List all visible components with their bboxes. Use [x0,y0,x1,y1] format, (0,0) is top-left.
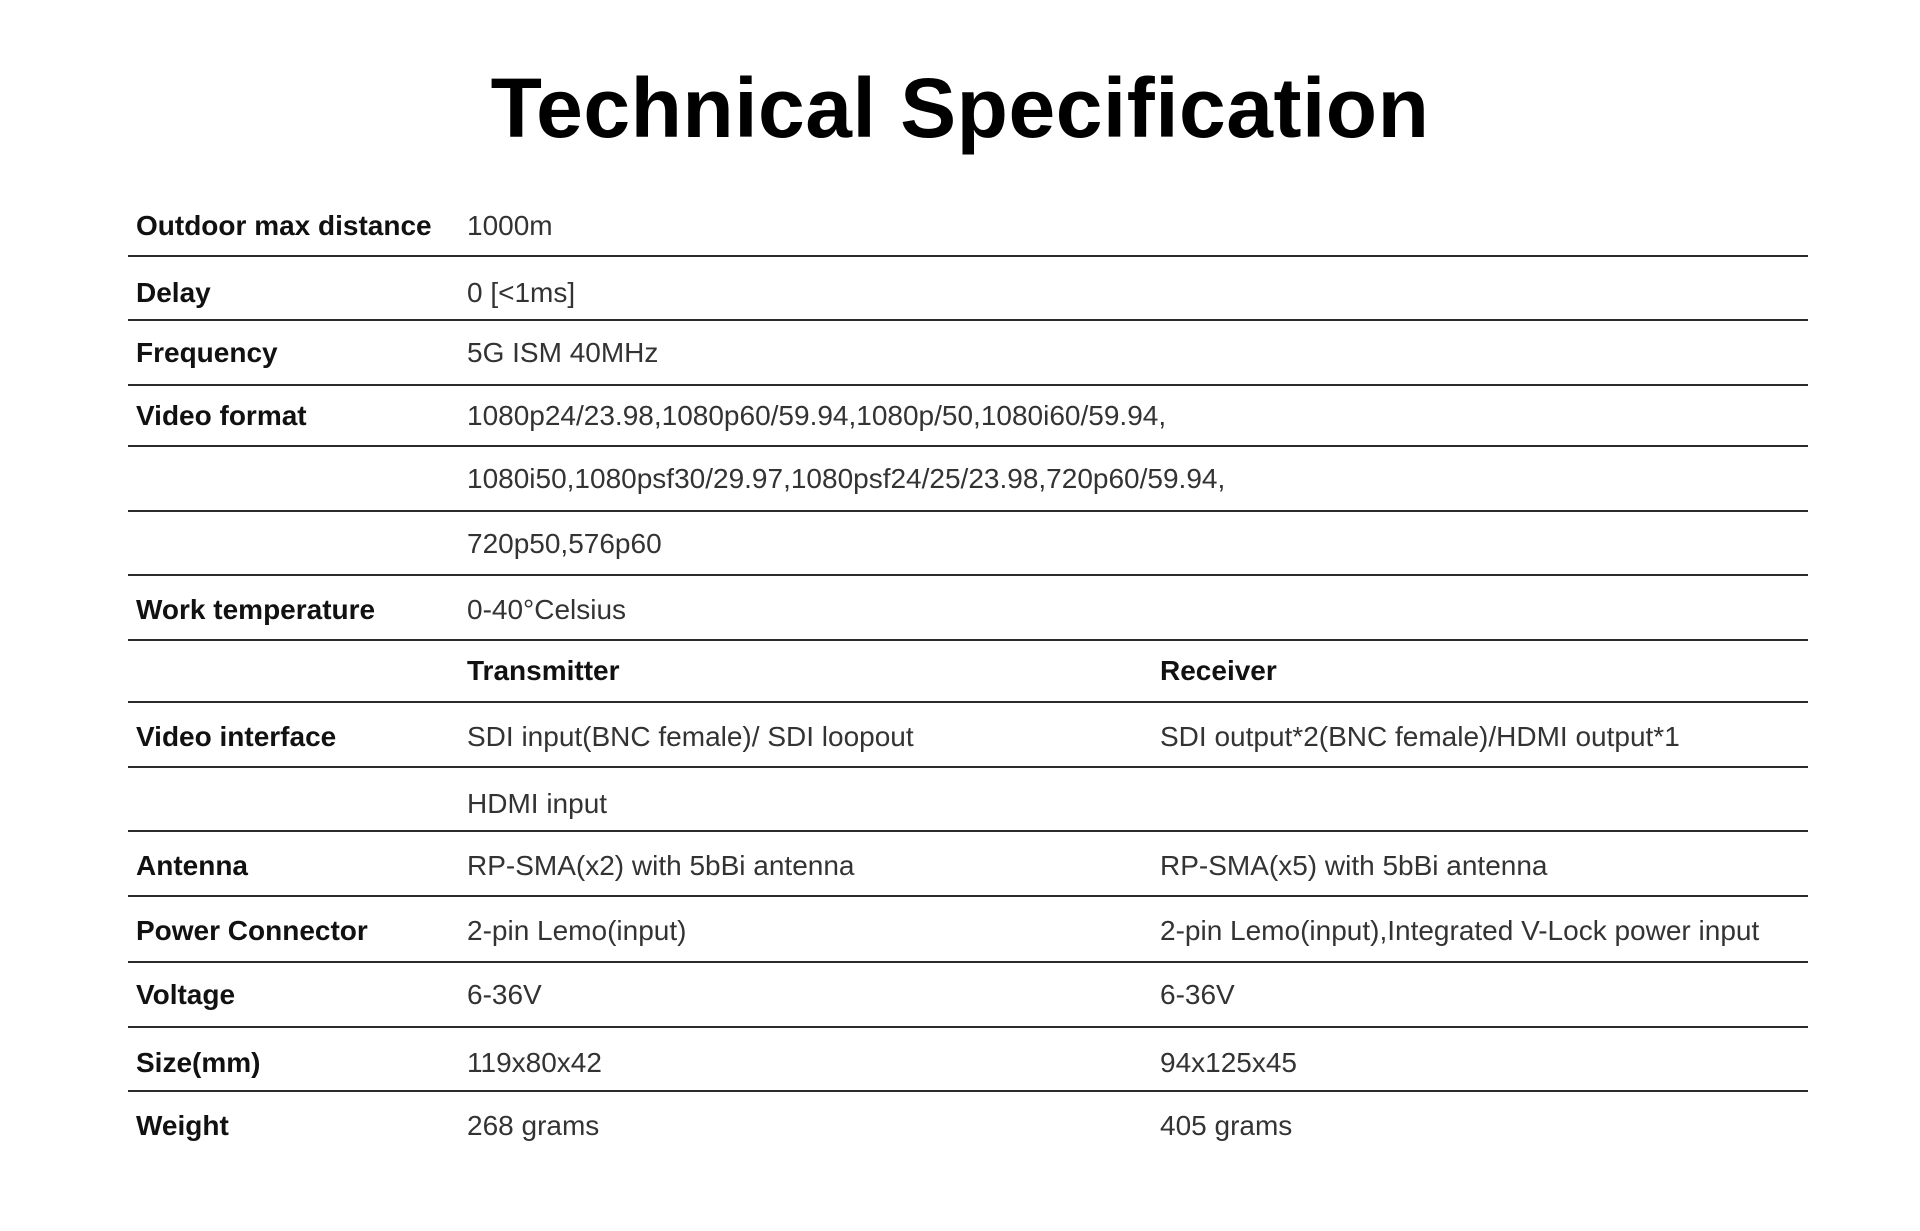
row-label: Video interface [136,721,337,752]
row-label: Delay [136,277,211,308]
row-video-interface [128,703,1808,768]
row-video-format-cont-1 [128,447,1808,512]
row-frequency [128,321,1808,386]
row-value-receiver: SDI output*2(BNC female)/HDMI output*1 [1160,721,1680,752]
row-value: 0-40°Celsius [467,594,627,625]
row-value-receiver: 94x125x45 [1160,1047,1298,1078]
row-value-transmitter: SDI input(BNC female)/ SDI loopout [467,721,914,752]
row-value-receiver: 2-pin Lemo(input),Integrated V-Lock power input [1160,915,1760,946]
page-title: Technical Specification [490,61,1430,155]
row-weight [128,1092,1808,1156]
row-video-interface-cont [128,768,1808,832]
row-label: Voltage [136,979,236,1010]
row-label: Power Connector [136,915,368,946]
row-video-format-cont-2 [128,512,1808,576]
row-label: Outdoor max distance [136,210,432,241]
row-antenna [128,832,1808,897]
row-label: Work temperature [136,594,376,625]
row-value-transmitter: 268 grams [467,1110,600,1141]
row-value-receiver: RP-SMA(x5) with 5bBi antenna [1160,850,1548,881]
row-value-transmitter: 6-36V [467,979,542,1010]
row-value-transmitter: 2-pin Lemo(input) [467,915,687,946]
transmitter-header: Transmitter [467,655,620,686]
row-label: Weight [136,1110,229,1141]
receiver-header: Receiver [1160,655,1277,686]
row-label: Antenna [136,850,248,881]
row-work-temperature [128,576,1808,641]
row-label: Video format [136,400,307,431]
row-power-connector [128,897,1808,963]
row-label: Frequency [136,337,278,368]
row-value: 0 [<1ms] [467,277,576,308]
row-value-transmitter: 119x80x42 [467,1047,602,1078]
row-value-receiver: 6-36V [1160,979,1235,1010]
row-voltage [128,963,1808,1028]
row-value: 5G ISM 40MHz [467,337,659,368]
row-label: Size(mm) [136,1047,261,1078]
row-value-transmitter: HDMI input [467,788,608,819]
row-size [128,1028,1808,1092]
spec-table [128,192,1808,1156]
row-value: 1000m [467,210,553,241]
row-value: 1080p24/23.98,1080p60/59.94,1080p/50,1080i60/59.94, [467,400,1167,431]
row-delay [128,257,1808,321]
row-outdoor-max-distance [128,192,1808,257]
row-value: 1080i50,1080psf30/29.97,1080psf24/25/23.98,720p60/59.94, [467,463,1226,494]
row-value: 720p50,576p60 [467,528,662,559]
row-value-transmitter: RP-SMA(x2) with 5bBi antenna [467,850,855,881]
row-column-headers [128,641,1808,703]
row-video-format [128,386,1808,447]
row-value-receiver: 405 grams [1160,1110,1293,1141]
